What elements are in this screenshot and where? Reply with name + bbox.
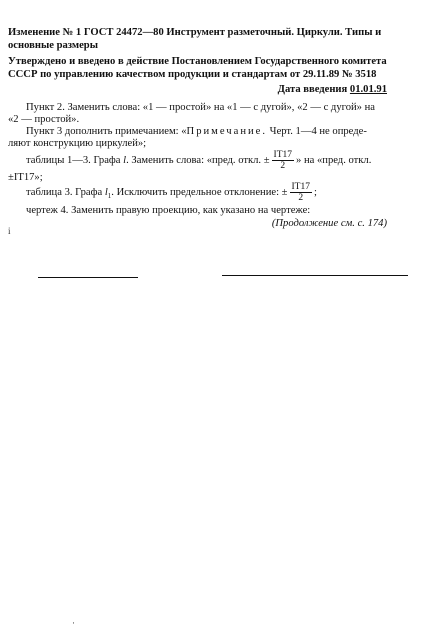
header-line-1: Изменение № 1 ГОСТ 24472—80 Инструмент разметочный. Циркули. Типы и — [8, 27, 382, 38]
paragraph-1-line-1: Пункт 2. Заменить слова: «1 — простой» на «1 — с дугой», «2 — с дугой» на — [26, 102, 375, 113]
p4-fraction — [290, 182, 312, 203]
p3-text-c: » на «пред. откл. — [296, 154, 372, 166]
p4-text-c: ; — [313, 186, 317, 198]
p3-frac-num: IT17 — [273, 150, 293, 160]
paragraph-5: чертеж 4. Заменить правую проекцию, как указано на чертеже: — [26, 205, 311, 216]
paragraph-3-line-1 — [26, 150, 371, 171]
p2-text-a: Пункт 3 дополнить примечанием: « — [26, 126, 187, 137]
p4-text-b: . Исключить предельное отклонение: ± — [111, 186, 288, 198]
p3-frac-den: 2 — [280, 161, 286, 171]
p3-fraction — [272, 150, 294, 171]
paragraph-4 — [26, 182, 317, 203]
p2-text-b: Черт. 1—4 не опреде- — [267, 126, 367, 137]
p3-var: l — [123, 154, 127, 166]
p4-text-a: таблица 3. Графа — [26, 186, 105, 198]
p2-spaced-word: Примечание. — [186, 126, 268, 137]
paragraph-2-line-2: ляют конструкцию циркулей»; — [8, 138, 147, 149]
left-rule — [38, 277, 138, 278]
paragraph-2-line-1 — [26, 126, 367, 138]
effective-date — [278, 84, 387, 96]
effective-date-label: Дата введения — [277, 84, 348, 95]
p4-frac-num: IT17 — [291, 182, 310, 192]
header-line-2: основные размеры — [8, 40, 98, 51]
effective-date-value: 01.01.91 — [349, 84, 387, 95]
paragraph-3-line-2: ±IT17»; — [8, 172, 43, 183]
bottom-dot-mark: · — [72, 618, 75, 628]
left-tick-mark: і — [8, 226, 11, 236]
p4-sub: 1 — [107, 192, 112, 201]
header-line-3: Утверждено и введено в действие Постановлением Государственного комитета — [8, 56, 387, 67]
p3-text-a: таблицы 1—3. Графа — [26, 154, 124, 166]
p3-text-b: . Заменить слова: «пред. откл. ± — [126, 154, 270, 166]
header-line-4: СССР по управлению качеством продукции и стандартам от 29.11.89 № 3518 — [8, 69, 377, 80]
p4-var: l — [104, 186, 108, 198]
p4-frac-den: 2 — [298, 193, 304, 203]
continued-note: (Продолжение см. с. 174) — [271, 218, 387, 229]
right-rule — [222, 275, 408, 276]
paragraph-1-line-2: «2 — простой». — [8, 114, 80, 125]
